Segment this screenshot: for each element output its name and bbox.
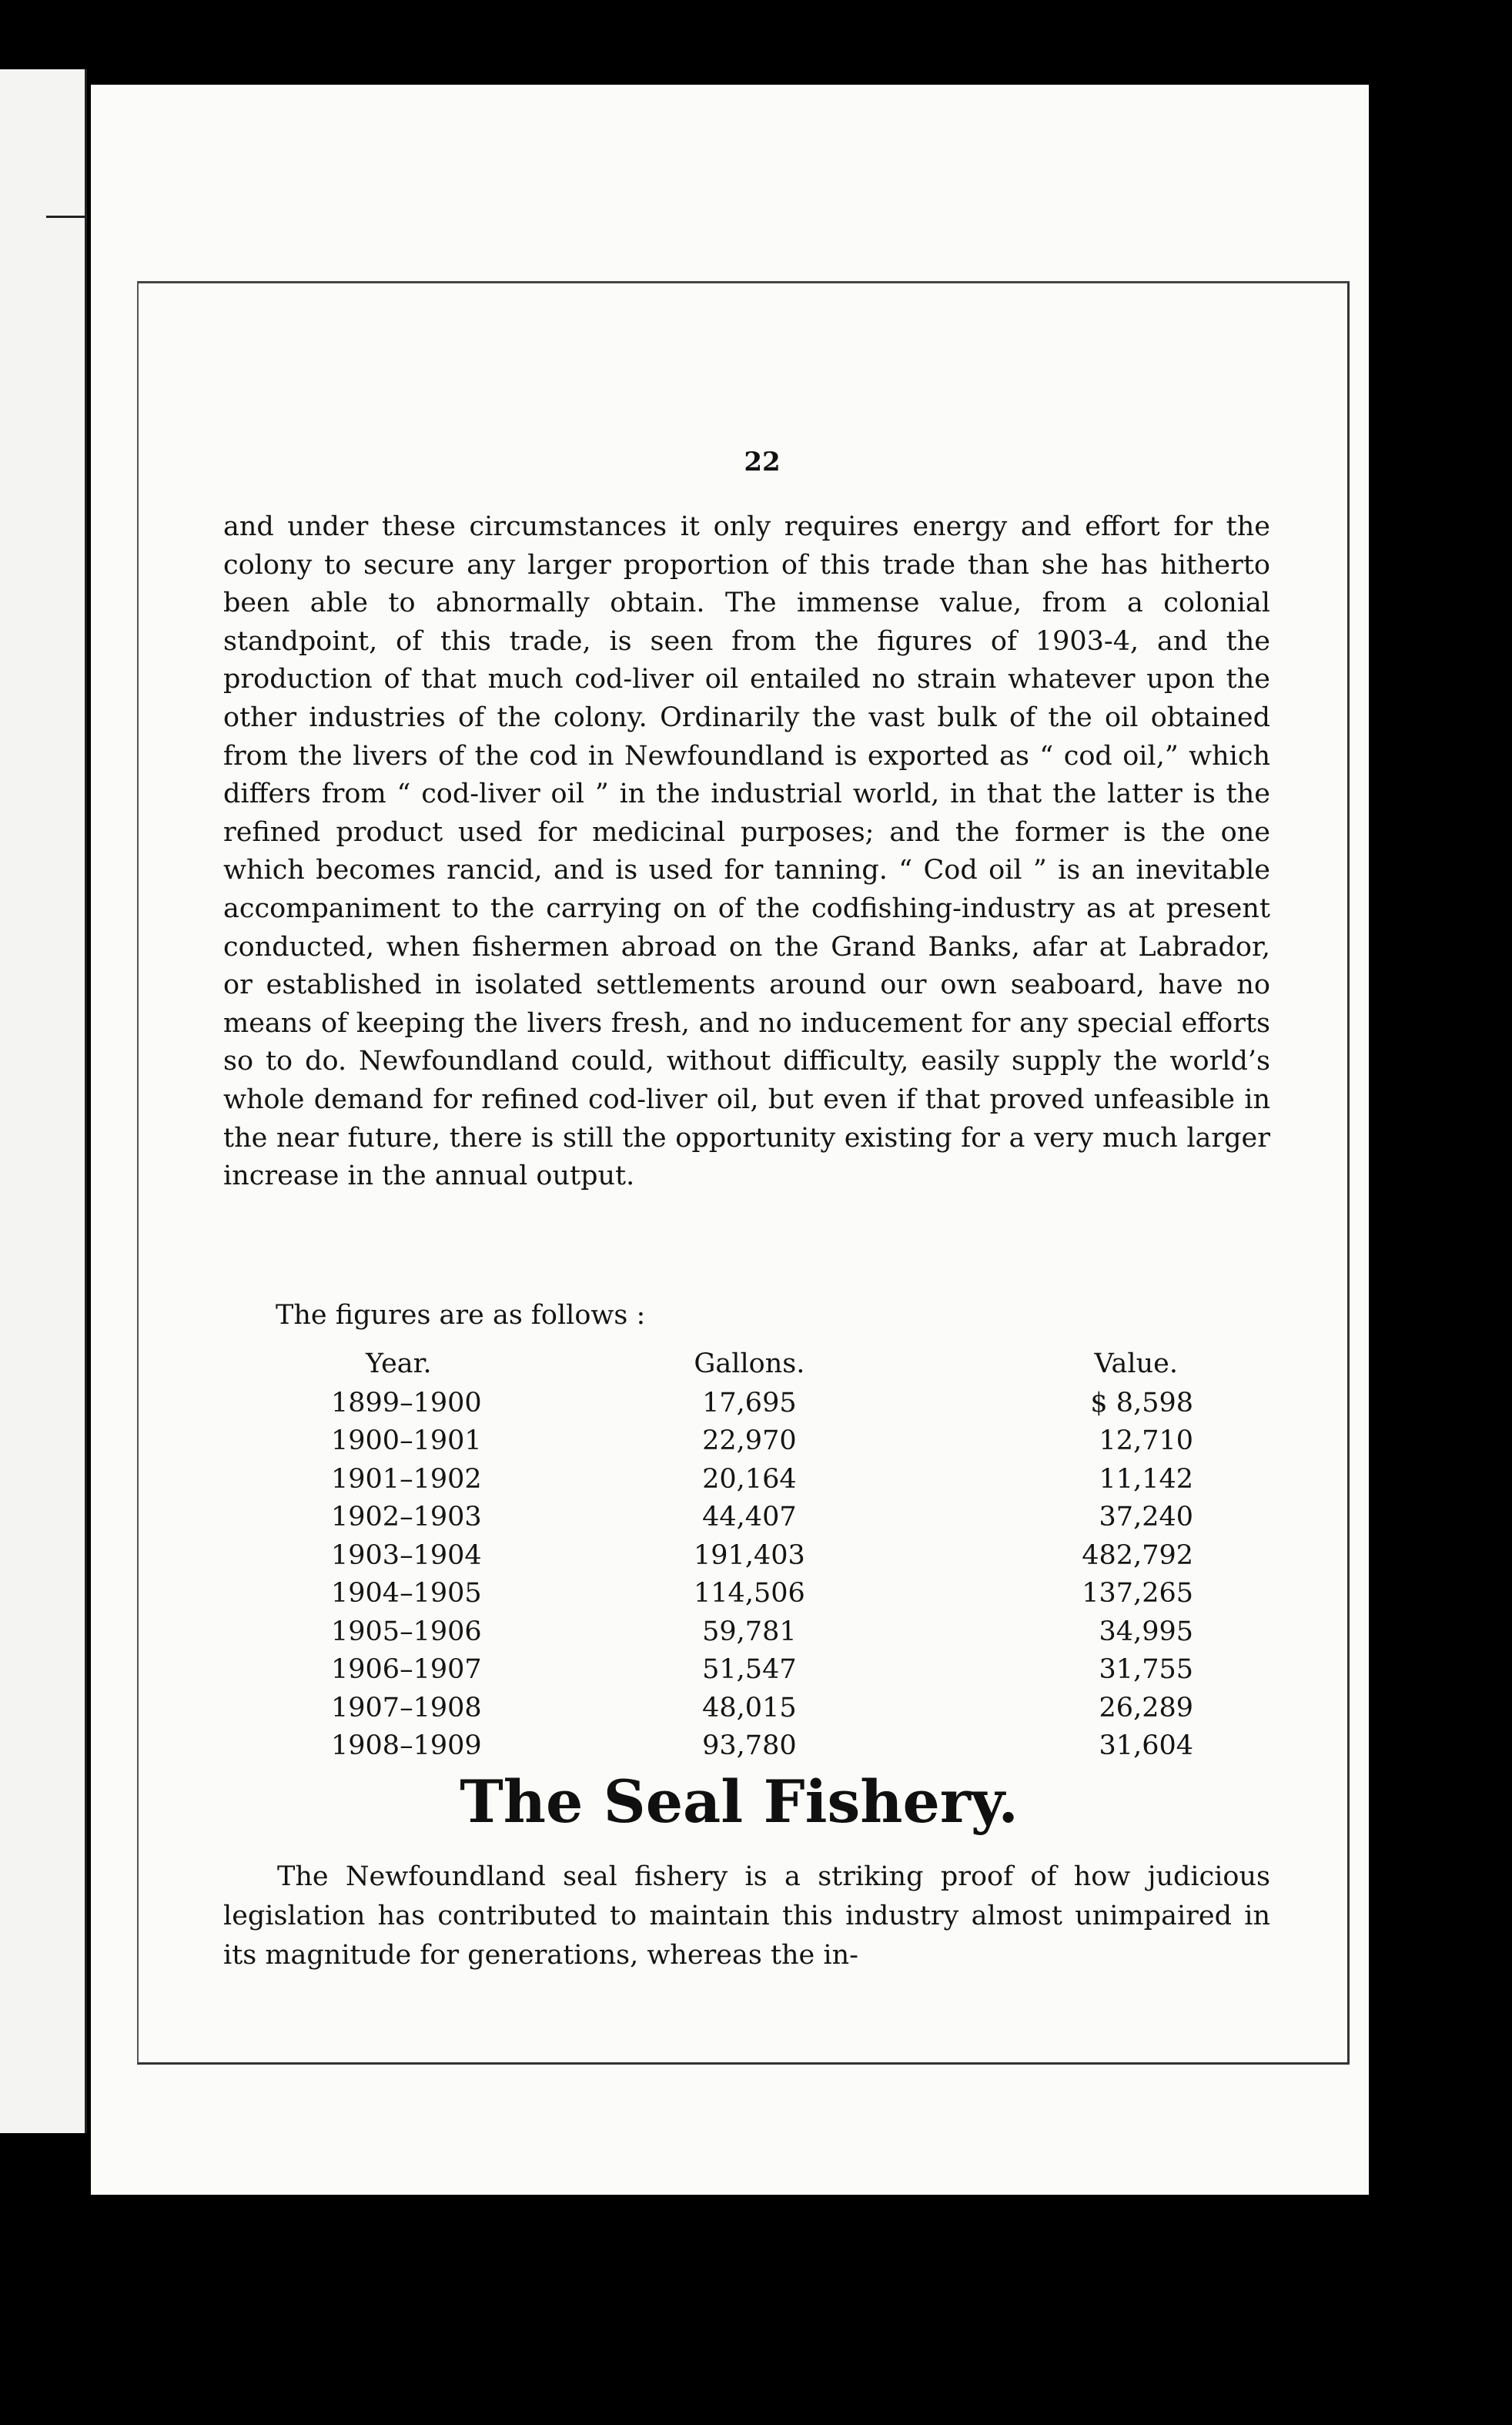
- section-paragraph: The Newfoundland seal fishery is a striking proof of how judicious legislation has contributed to maintain this industry almost unimpaired in its magnitude for generations, whereas the in-: [223, 1861, 1270, 1971]
- page-number: 22: [744, 447, 781, 477]
- cell-year: 1901–1902: [331, 1463, 482, 1495]
- header-year: Year.: [366, 1348, 432, 1379]
- cell-year: 1905–1906: [331, 1616, 482, 1647]
- table-row: [331, 1689, 1193, 1727]
- cell-gallons: 191,403: [694, 1539, 805, 1571]
- cell-value: 31,755: [1099, 1654, 1193, 1686]
- cell-value: 37,240: [1099, 1502, 1193, 1533]
- cell-gallons: 114,506: [694, 1578, 805, 1609]
- table-intro: The figures are as follows :: [276, 1300, 646, 1331]
- cell-gallons: 17,695: [702, 1387, 797, 1418]
- table-row: [331, 1575, 1193, 1613]
- header-value: Value.: [1094, 1348, 1178, 1379]
- cell-gallons: 20,164: [702, 1463, 797, 1495]
- table-row: [331, 1536, 1193, 1575]
- table-row: [331, 1651, 1193, 1690]
- table-row: [331, 1460, 1193, 1499]
- cell-gallons: 59,781: [702, 1616, 797, 1647]
- cell-gallons: 22,970: [702, 1425, 797, 1457]
- cell-value: 34,995: [1099, 1616, 1193, 1647]
- table-row: [331, 1422, 1193, 1461]
- cell-value: 137,265: [1082, 1578, 1193, 1609]
- cell-year: 1900–1901: [331, 1425, 482, 1457]
- cell-gallons: 51,547: [702, 1654, 797, 1686]
- cell-year: 1902–1903: [331, 1502, 482, 1533]
- table-body: [331, 1384, 1193, 1765]
- cell-value: 12,710: [1099, 1425, 1193, 1457]
- header-gallons: Gallons.: [694, 1348, 805, 1379]
- cell-year: 1899–1900: [331, 1387, 482, 1418]
- facing-page-edge: [0, 69, 87, 2133]
- body-paragraph: and under these circumstances it only requires energy and effort for the colony to secure any larger proportion of this trade than she has hitherto been able to abnormally obtain. The immense value, from a colonial standpoint, of this trade, is seen from the figures of 1903-4, and the production of that much cod-liver oil entailed no strain whatever upon the other industries of the colony. Ordinarily the vast bulk of the oil obtained from the livers of the cod in Newfoundland is exported as “ cod oil,” which differs from “ cod-liver oil ” in the industrial world, in that the latter is the refined product used for medicinal purposes; and the former is the one which becomes rancid, and is used for tanning. “ Cod oil ” is an inevitable accompaniment to the carrying on of the codfishing-industry as at present conducted, when fishermen abroad on the Grand Banks, afar at Labrador, or established in isolated settlements around our own seaboard, have no means of keeping the livers fresh, and no inducement for any special efforts so to do. Newfoundland could, without difficulty, easily supply the world’s whole demand for refined cod-liver oil, but even if that proved unfeasible in the near future, there is still the opportunity existing for a very much larger increase in the annual output.: [223, 511, 1270, 1192]
- cell-year: 1907–1908: [331, 1692, 482, 1723]
- cell-value: 31,604: [1099, 1730, 1193, 1762]
- table-header-row: [331, 1344, 1193, 1384]
- cell-year: 1903–1904: [331, 1539, 482, 1571]
- cell-year: 1904–1905: [331, 1578, 482, 1609]
- cod-oil-figures-table: [331, 1344, 1193, 1765]
- cell-gallons: 93,780: [702, 1730, 797, 1762]
- cell-year: 1906–1907: [331, 1654, 482, 1686]
- cell-value: 11,142: [1099, 1463, 1193, 1495]
- table-row: [331, 1613, 1193, 1651]
- cell-year: 1908–1909: [331, 1730, 482, 1762]
- cell-value: 26,289: [1099, 1692, 1193, 1723]
- cell-value: 482,792: [1082, 1539, 1193, 1571]
- cell-gallons: 44,407: [702, 1502, 797, 1533]
- table-row: [331, 1384, 1193, 1422]
- table-row: [331, 1499, 1193, 1537]
- facing-page-rule: [46, 216, 85, 218]
- cell-value: $ 8,598: [1090, 1387, 1193, 1418]
- table-row: [331, 1727, 1193, 1766]
- section-heading: The Seal Fishery.: [460, 1767, 1019, 1836]
- cell-gallons: 48,015: [702, 1692, 797, 1723]
